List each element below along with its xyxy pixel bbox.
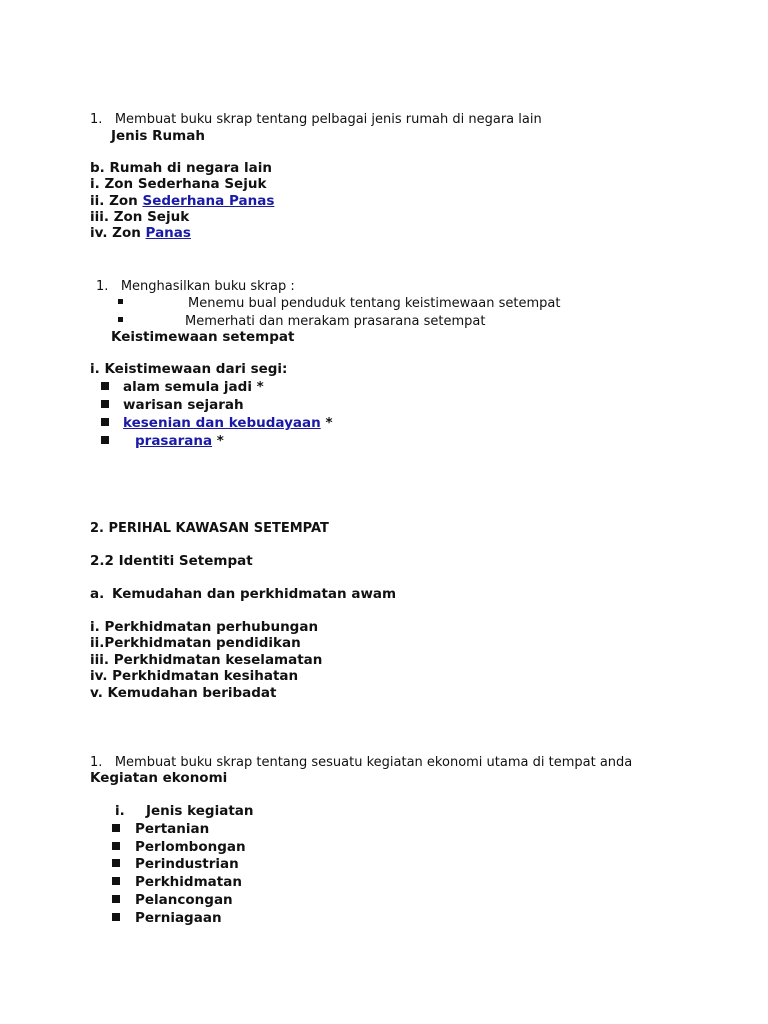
- section2-intro-line: [96, 278, 295, 295]
- square-bullet-icon: [101, 400, 109, 408]
- economy-item-5-text: Pelancongan: [135, 892, 233, 908]
- section1-intro: Membuat buku skrap tentang pelbagai jenis rumah di negara lain: [114, 112, 542, 127]
- zone-item-2: [90, 193, 274, 210]
- economy-item-3: [112, 856, 120, 873]
- section2-bullet-1-text: Menemu bual penduduk tentang keistimewaan setempat: [188, 296, 561, 311]
- section4-intro: Membuat buku skrap tentang sesuatu kegiatan ekonomi utama di tempat anda: [114, 755, 633, 770]
- sederhana-panas-link[interactable]: Sederhana Panas: [142, 193, 275, 209]
- section2-intro: Menghasilkan buku skrap :: [120, 279, 295, 294]
- feature-item-4-suffix: *: [212, 433, 224, 449]
- feature-item-1: [101, 379, 109, 396]
- section4-item-number: 1.: [90, 755, 103, 770]
- service-item-2: ii.Perkhidmatan pendidikan: [90, 635, 301, 651]
- section1-heading: Jenis Rumah: [111, 128, 205, 144]
- feature-item-2: [101, 397, 109, 414]
- economy-item-6-text: Perniagaan: [135, 910, 222, 926]
- economy-item-6: [112, 910, 120, 927]
- economy-item-5: [112, 892, 120, 909]
- section2-heading: Keistimewaan setempat: [111, 329, 295, 345]
- service-item-4: iv. Perkhidmatan kesihatan: [90, 668, 299, 684]
- square-bullet-icon: [112, 895, 120, 903]
- square-bullet-icon: [101, 436, 109, 444]
- section3-subtitle: 2.2 Identiti Setempat: [90, 553, 253, 569]
- economy-item-4-text: Perkhidmatan: [135, 874, 242, 890]
- square-bullet-icon: [112, 877, 120, 885]
- zone-item-4-prefix: iv. Zon: [90, 225, 146, 241]
- zone-item-3-text: iii. Zon Sejuk: [90, 209, 190, 225]
- small-square-bullet-icon: [118, 299, 123, 304]
- feature-item-4-content: [135, 433, 224, 450]
- service-item-5: v. Kemudahan beribadat: [90, 685, 277, 701]
- economy-item-3-text: Perindustrian: [135, 856, 239, 872]
- prasarana-link[interactable]: prasarana: [135, 433, 213, 449]
- zone-item-2-prefix: ii. Zon: [90, 193, 143, 209]
- service-item-3: iii. Perkhidmatan keselamatan: [90, 652, 323, 668]
- square-bullet-icon: [112, 859, 120, 867]
- section3-item-a-label: a.: [90, 586, 105, 602]
- zone-item-4: [90, 225, 191, 242]
- feature-item-3: [101, 415, 109, 432]
- economy-item-2: [112, 839, 120, 856]
- feature-item-2-text: warisan sejarah: [123, 397, 244, 413]
- zone-item-1-text: i. Zon Sederhana Sejuk: [90, 176, 267, 192]
- feature-item-1-text: alam semula jadi *: [123, 379, 264, 395]
- square-bullet-icon: [101, 382, 109, 390]
- square-bullet-icon: [112, 842, 120, 850]
- section2-bullet-2-text: Memerhati dan merakam prasarana setempat: [185, 314, 486, 329]
- feature-item-4: [101, 433, 109, 450]
- economy-item-1-text: Pertanian: [135, 821, 210, 837]
- section2-subheading: i. Keistimewaan dari segi:: [90, 361, 288, 377]
- section3-item-a-text: Kemudahan dan perkhidmatan awam: [112, 586, 397, 602]
- section2-item-number: 1.: [96, 279, 109, 294]
- section2-bullet-2: [118, 313, 123, 330]
- economy-item-2-text: Perlombongan: [135, 839, 246, 855]
- feature-item-3-content: [123, 415, 333, 432]
- square-bullet-icon: [101, 418, 109, 426]
- economy-item-4: [112, 874, 120, 891]
- economy-item-1: [112, 821, 120, 838]
- section4-heading: Kegiatan ekonomi: [90, 770, 228, 786]
- section1-subheading: b. Rumah di negara lain: [90, 160, 272, 176]
- square-bullet-icon: [112, 824, 120, 832]
- section4-sub-label: i.: [115, 803, 125, 819]
- section4-intro-line: [90, 754, 632, 771]
- zone-item-1: [90, 176, 266, 193]
- service-item-1: i. Perkhidmatan perhubungan: [90, 619, 319, 635]
- zone-item-3: [90, 209, 189, 226]
- section2-bullet-1: [118, 295, 123, 312]
- section1-item-number: 1.: [90, 112, 103, 127]
- feature-item-3-suffix: *: [320, 415, 333, 431]
- square-bullet-icon: [112, 913, 120, 921]
- panas-link[interactable]: Panas: [145, 225, 191, 241]
- section3-title: 2. PERIHAL KAWASAN SETEMPAT: [90, 521, 329, 536]
- kesenian-dan-kebudayaan-link[interactable]: kesenian dan kebudayaan: [123, 415, 321, 431]
- small-square-bullet-icon: [118, 317, 123, 322]
- section1-intro-line: [90, 111, 542, 128]
- section4-sub-text: Jenis kegiatan: [146, 803, 254, 819]
